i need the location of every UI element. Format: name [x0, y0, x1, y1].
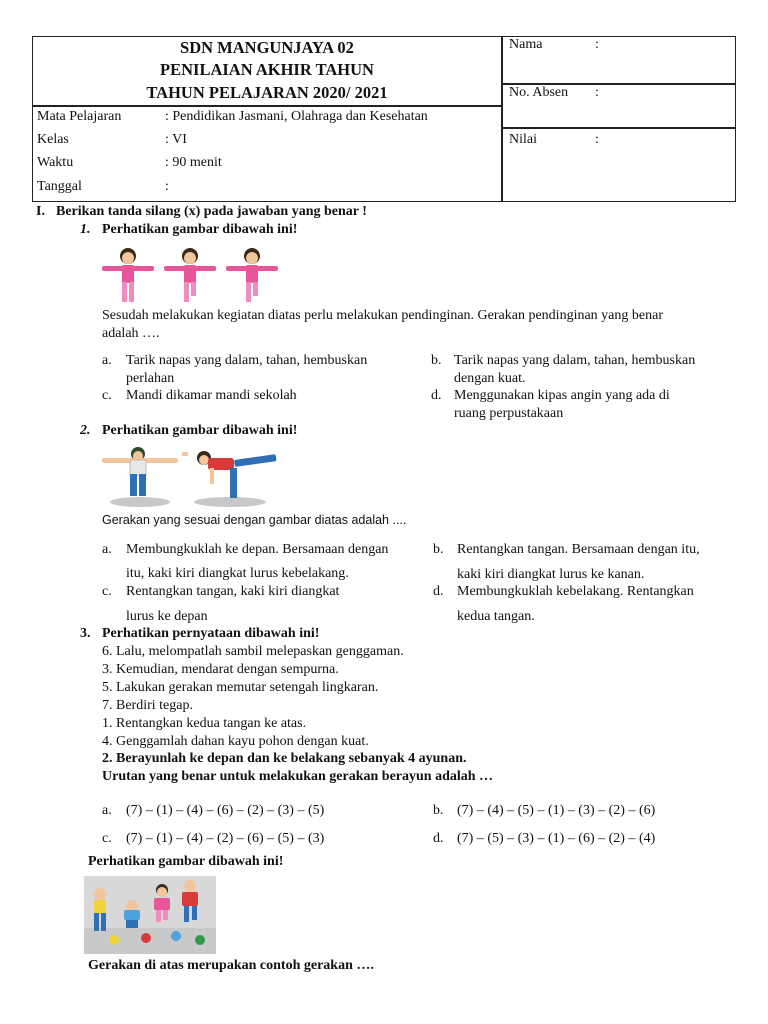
option-d-text[interactable]: ruang perpustakaan	[454, 406, 564, 421]
option-d-text[interactable]: Membungkuklah kebelakang. Rentangkan	[457, 584, 694, 599]
q2-prompt: Perhatikan gambar dibawah ini!	[102, 423, 298, 438]
header-divider	[501, 37, 503, 201]
q3-step: 2. Berayunlah ke depan dan ke belakang sebanyak 4 ayunan.	[102, 751, 467, 766]
info-value: : VI	[165, 132, 187, 147]
q3-prompt: Perhatikan pernyataan dibawah ini!	[102, 626, 320, 641]
student-name-label: Nama	[509, 37, 543, 52]
option-d-text[interactable]: kedua tangan.	[457, 609, 535, 624]
section-instruction: Berikan tanda silang (x) pada jawaban yang benar !	[56, 204, 367, 219]
q3-step: 7. Berdiri tegap.	[102, 698, 193, 713]
absen-label: No. Absen	[509, 85, 569, 100]
option-a-text[interactable]: perlahan	[126, 371, 175, 386]
header-divider	[501, 127, 735, 129]
option-d-text[interactable]: (7) – (5) – (3) – (1) – (6) – (2) – (4)	[457, 831, 656, 846]
option-b-text[interactable]: (7) – (4) – (5) – (1) – (3) – (2) – (6)	[457, 803, 656, 818]
student-name-field[interactable]: :	[595, 37, 599, 52]
boy-figure	[102, 447, 178, 496]
q1-text: Sesudah melakukan kegiatan diatas perlu melakukan pendinginan. Gerakan pendinginan yang benar	[102, 308, 663, 323]
option-letter[interactable]: c.	[102, 831, 112, 846]
option-letter[interactable]: d.	[431, 388, 442, 403]
q3-number: 3.	[80, 626, 91, 641]
school-name: SDN MANGUNJAYA 02	[180, 38, 354, 57]
q3-step: 4. Genggamlah dahan kayu pohon dengan kuat.	[102, 734, 369, 749]
info-value: : 90 menit	[165, 155, 222, 170]
q1-prompt: Perhatikan gambar dibawah ini!	[102, 222, 298, 237]
option-letter[interactable]: b.	[433, 542, 444, 557]
option-a-text[interactable]: itu, kaki kiri diangkat lurus kebelakang.	[126, 566, 349, 581]
option-b-text[interactable]: dengan kuat.	[454, 371, 526, 386]
option-letter[interactable]: d.	[433, 831, 444, 846]
option-a-text[interactable]: Membungkuklah ke depan. Bersamaan dengan	[126, 542, 389, 557]
section-number: I.	[36, 204, 45, 219]
q4-question: Gerakan di atas merupakan contoh gerakan ….	[88, 958, 374, 973]
option-b-text[interactable]: kaki kiri diangkat lurus ke kanan.	[457, 567, 645, 582]
absen-field[interactable]: :	[595, 85, 599, 100]
info-value: : Pendidikan Jasmani, Olahraga dan Kesehatan	[165, 109, 428, 124]
girl-figure-1	[102, 248, 154, 302]
nilai-field[interactable]: :	[595, 132, 599, 147]
option-c-text[interactable]: (7) – (1) – (4) – (2) – (6) – (5) – (3)	[126, 831, 325, 846]
exam-title: PENILAIAN AKHIR TAHUN	[160, 60, 374, 79]
option-letter[interactable]: a.	[102, 353, 112, 368]
option-c-text[interactable]: lurus ke depan	[126, 609, 208, 624]
option-c-text[interactable]: Mandi dikamar mandi sekolah	[126, 388, 297, 403]
option-letter[interactable]: a.	[102, 803, 112, 818]
option-d-text[interactable]: Menggunakan kipas angin yang ada di	[454, 388, 670, 403]
q1-text: adalah ….	[102, 326, 160, 341]
q2-caption: Gerakan yang sesuai dengan gambar diatas adalah ....	[102, 513, 407, 527]
girl-balance-figure	[182, 451, 277, 498]
nilai-label: Nilai	[509, 132, 537, 147]
option-c-text[interactable]: Rentangkan tangan, kaki kiri diangkat	[126, 584, 340, 599]
info-label: Mata Pelajaran	[37, 109, 122, 124]
q3-step: 1. Rentangkan kedua tangan ke atas.	[102, 716, 307, 731]
info-value: :	[165, 179, 169, 194]
info-label: Tanggal	[37, 179, 82, 194]
q3-step: 5. Lakukan gerakan memutar setengah lingkaran.	[102, 680, 379, 695]
header-table	[32, 36, 736, 202]
option-a-text[interactable]: (7) – (1) – (4) – (6) – (2) – (3) – (5)	[126, 803, 325, 818]
option-b-text[interactable]: Tarik napas yang dalam, tahan, hembuskan	[454, 353, 696, 368]
info-label: Kelas	[37, 132, 69, 147]
q3-step: 3. Kemudian, mendarat dengan sempurna.	[102, 662, 339, 677]
option-a-text[interactable]: Tarik napas yang dalam, tahan, hembuskan	[126, 353, 368, 368]
q4-prompt: Perhatikan gambar dibawah ini!	[88, 854, 284, 869]
child-figure	[124, 900, 140, 928]
q3-step: 6. Lalu, melompatlah sambil melepaskan genggaman.	[102, 644, 404, 659]
option-letter[interactable]: b.	[433, 803, 444, 818]
header-divider	[33, 105, 501, 107]
q3-question: Urutan yang benar untuk melakukan gerakan berayun adalah …	[102, 769, 494, 784]
info-label: Waktu	[37, 155, 74, 170]
q2-number: 2.	[80, 423, 91, 438]
option-letter[interactable]: a.	[102, 542, 112, 557]
q1-number: 1.	[80, 222, 91, 237]
playing-children-figure	[84, 876, 216, 954]
girl-figure-2	[164, 248, 216, 302]
option-letter[interactable]: b.	[431, 353, 442, 368]
option-letter[interactable]: c.	[102, 388, 112, 403]
girl-figure-3	[226, 248, 278, 302]
academic-year: TAHUN PELAJARAN 2020/ 2021	[146, 83, 388, 102]
option-letter[interactable]: c.	[102, 584, 112, 599]
option-b-text[interactable]: Rentangkan tangan. Bersamaan dengan itu,	[457, 542, 700, 557]
option-letter[interactable]: d.	[433, 584, 444, 599]
balance-exercise-figure	[100, 444, 280, 510]
stretching-girls-figure	[100, 244, 282, 306]
